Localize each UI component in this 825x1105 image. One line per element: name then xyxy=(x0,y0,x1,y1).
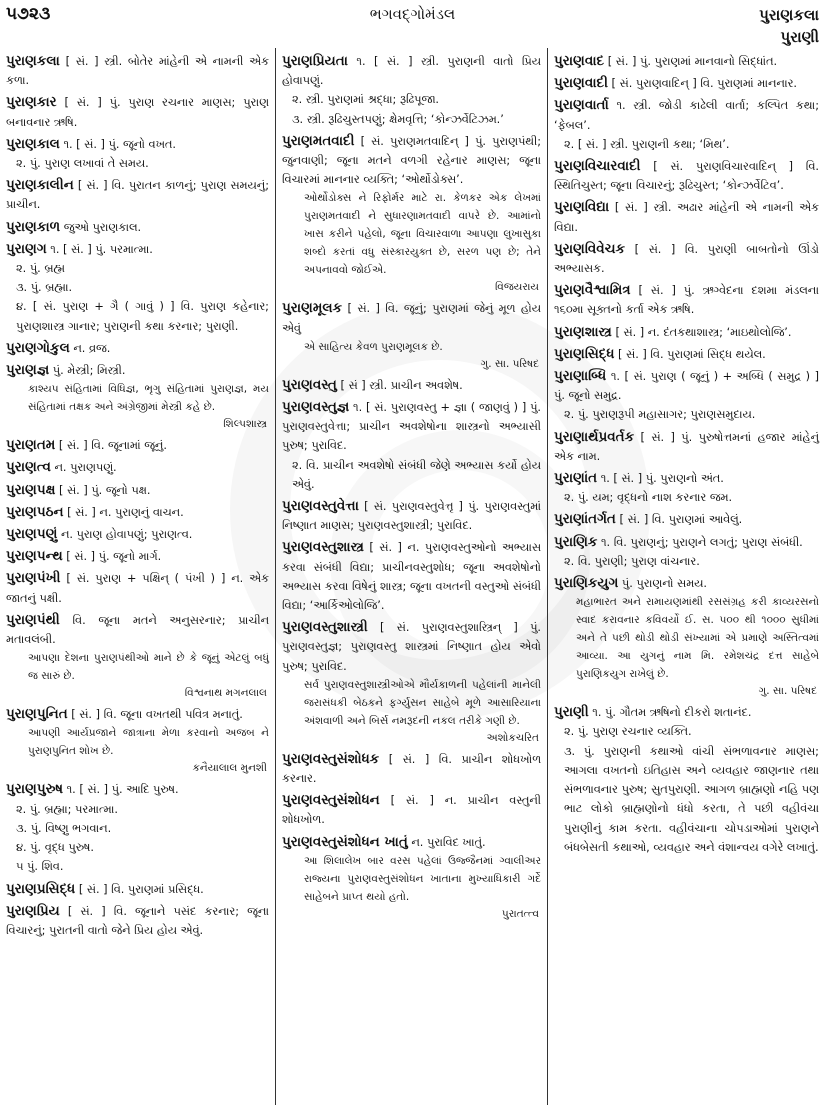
dictionary-entry xyxy=(6,880,269,899)
entry-main xyxy=(554,157,819,195)
entry-main xyxy=(6,218,269,237)
headword: પુરાણવિદ્યા xyxy=(554,199,610,216)
sense: ૨. પું. પુરાણ રચનાર વ્યક્તિ. xyxy=(564,725,692,739)
quote-source: ગુ. સા. પરિષદ xyxy=(758,685,817,698)
headword: પુરાણવૈશ્વામિત્ર xyxy=(554,282,631,299)
definition: ૧. સ્ત્રી. જોડી કાઢેલી વાર્તા; કલ્પિત કથા; ‘ફેબલ’. xyxy=(554,99,819,132)
usage-quote: ઓર્થોડોક્સ ને રિફોર્મર માટે રા. કેળકર એક લેખમાં પુરાણમતવાદી ને સુધારણામતવાદી વાપરે છે. આમાંનો ખાસ કરીને પહેલો, જૂના વિચારવાળા આપણા લુખાસુકા શબ્દો કરતાં વધુ સંસ્કારયુક્ત છે, સરળ પણ છે; તેને અપનાવવો જોઈએ. xyxy=(304,192,541,277)
entry-main xyxy=(282,376,541,395)
usage-quote: એ સાહિત્ય કેવળ પુરાણમૂલક છે. xyxy=(304,340,443,353)
sense: ૩. સ્ત્રી. રૂઢિચુસ્તપણું; ક્ષેમવૃત્તિ; ‘કોન્ઝર્વેટિઝમ.’ xyxy=(292,112,504,126)
quote-source: વિશ્વનાથ મગનલાલ xyxy=(184,687,267,700)
usage-quote: મહાભારત અને રામાયણમાંથી રસસંગ્રહ કરી કાવ્યરસનો સ્વાદ કરાવનાર કવિવર્યો ઈ. સ. ૫૦૦ થી ૧૦૦૦ સુધીમાં અને તે પછી થોડી થોડી સંખ્યામાં એ પ્રમાણે અસ્તિત્વમાં આવ્યા. આ યુગનું નામ મિ. રમેશચંદ્ર દત્ત સાહેબે પુરાણિકયુગ રાખેલું છે. xyxy=(576,596,819,681)
definition: [ સં. ] સ્ત્રી. અઢાર માંહેની એ નામની એક વિદ્યા. xyxy=(554,201,819,234)
headword: પુરાણિકયુગ xyxy=(554,575,619,592)
definition: [ સં. ] વિ. પુરાતન કાળનું; પુરાણ સમયનું; પ્રાચીન. xyxy=(6,179,270,212)
headword: પુરાણકાલીન xyxy=(6,177,74,194)
dictionary-entry xyxy=(6,569,269,607)
usage-quote: સર્વ પુરાણવસ્તુશાસ્ત્રીઓએ મૌર્યકાળની પહેલાંની માનેલી જરાસંધકી બેઠકને ફર્ગ્યુસન સાહેબે મૂળે આસારિયાના અંશવાળી અને બિર્સ નમરૂદની નકલ તરીકે ગણી છે. xyxy=(304,678,541,727)
dictionary-columns xyxy=(0,48,825,1105)
entry-main xyxy=(282,398,541,456)
entry-main xyxy=(282,132,541,190)
entry-main xyxy=(6,52,269,90)
dictionary-entry xyxy=(6,339,269,358)
definition: [ સં. પુરાણ + પક્ષિન્ ( પંખી ) ] ન. એક જાતનું પક્ષી. xyxy=(6,572,269,605)
dictionary-entry xyxy=(6,218,269,237)
entry-main xyxy=(554,469,819,488)
headword: પુરાણકલા xyxy=(6,53,60,69)
usage-quote: આપણા દેશના પુરાણપંથીઓ માને છે કે જૂનું એટલું બધું જ સારું છે. xyxy=(28,652,269,683)
definition: [ સં ] સ્ત્રી. પ્રાચીન અવશેષ. xyxy=(340,378,463,392)
dictionary-entry xyxy=(6,458,269,477)
entry-main xyxy=(6,93,269,131)
headword: પુરાણી xyxy=(554,704,589,721)
usage-quote: આપણી આર્યપ્રજાને જાત્રાના મેળા કરવાનો અજબ ને પુરાણપુનિત શોખ છે. xyxy=(28,727,269,758)
dictionary-entry xyxy=(6,547,269,566)
dictionary-entry xyxy=(6,611,269,702)
headword: પુરાણવસ્તુસંશોધક xyxy=(282,750,380,767)
dictionary-entry xyxy=(6,902,269,940)
sense: ૨. વિ. પુરાણી; પુરાણ વાંચનાર. xyxy=(564,554,700,568)
headword: પુરાણવસ્તુવેત્તા xyxy=(282,498,359,515)
dictionary-entry xyxy=(554,469,819,507)
entry-main xyxy=(6,176,269,214)
entry-main xyxy=(6,361,269,380)
definition: વિ. જૂના મતને અનુસરનાર; પ્રાચીન મતાવલંબી. xyxy=(6,613,269,647)
definition: જુઓ પુરાણકાલ. xyxy=(63,220,142,234)
entry-main xyxy=(6,240,269,259)
sense: ૨. સ્ત્રી. પુરાણમાં શ્રદ્ધા; રૂઢિપૂજા. xyxy=(292,93,440,107)
headword: પુરાણવાદ xyxy=(554,53,605,69)
dictionary-entry xyxy=(554,574,819,700)
guide-word-last: પુરાણી xyxy=(780,28,819,46)
running-title: ભગવદ્ગોમંડલ xyxy=(369,5,456,23)
definition: [ સં. ] વિ. પુરાણમાં પ્રસિદ્ધ. xyxy=(78,882,204,896)
dictionary-entry xyxy=(282,132,541,297)
definition: [ સં. ] સ્ત્રી. બોતેર માંહેની એ નામની એક કળા. xyxy=(6,55,269,88)
dictionary-entry xyxy=(6,52,269,90)
sense: ૨. પું. બ્રહ્મા; પરમાત્મા. xyxy=(16,802,119,816)
definition: [ સં. પુરાણવસ્તુશાસ્ત્રિન્ ] પું. પુરાણવસ્તુજ્ઞ; પુરાણવસ્તુ શાસ્ત્રમાં નિષ્ણાત હોય એવો પુરુષ; પુરાવિદ. xyxy=(282,621,541,673)
definition: [ સં. ] વિ. પુરાણી બાબતોનો ઊંડો અભ્યાસક. xyxy=(554,242,819,276)
dictionary-entry xyxy=(6,135,269,173)
definition: [ સં. ] વિ. પુરાણમાં આવેલું. xyxy=(619,513,743,527)
definition: પું. પુરાણનો સમય. xyxy=(621,577,708,591)
dictionary-entry xyxy=(6,176,269,214)
headword: પુરાણકાર xyxy=(6,94,57,111)
definition: [ સં. ] પું. જૂનો પક્ષ. xyxy=(58,483,151,497)
headword: પુરાણપુરુષ xyxy=(6,781,64,798)
definition: ૧. વિ. પુરાણનું; પુરાણને લગતું; પુરાણ સંબંધી. xyxy=(601,535,803,549)
quote-source: પુરાતત્ત્વ xyxy=(501,907,539,920)
entry-main xyxy=(6,503,269,522)
entry-main xyxy=(554,345,819,364)
definition: [ સં. ] ન. પુરાણનું વાચન. xyxy=(67,505,184,519)
entry-main xyxy=(282,497,541,535)
dictionary-entry xyxy=(554,240,819,278)
definition: ૧. [ સં. ] પું. પુરાણનો અંત. xyxy=(600,472,724,486)
usage-quote: કાશ્યપ સંહિતામાં વિધિજ્ઞ, ભૃગુ સંહિતામાં પુરાણજ્ઞ, મય સંહિતામાં તક્ષક અને અંગ્રેજીમાં મેસ્ત્રી કહે છે. xyxy=(28,383,269,414)
headword: પુરાણવાર્તા xyxy=(554,97,609,114)
dictionary-entry xyxy=(554,74,819,93)
definition: ૧. [ સં. પુરાણવસ્તુ + જ્ઞા ( જાણવું ) ] પું. પુરાણવસ્તુવેત્તા; પ્રાચીન અવશેષોના શાસ્ત્રનો અભ્યાસી પુરુષ; પુરાવિદ. xyxy=(282,401,541,453)
definition: ૧. પું. ગૌતમ ઋષિનો દીકરો શતાનંદ. xyxy=(592,706,752,720)
definition: [ સં. ] વિ. પુરાણમાં સિદ્ધ થયેલ. xyxy=(618,347,766,361)
headword: પુરાણપ્રસિદ્ધ xyxy=(6,880,76,897)
definition: [ સં. ] ન. પુરાણવસ્તુઓનો અભ્યાસ કરવા સંબંધી વિદ્યા; પ્રાચીનવસ્તુશોધ; જૂના અવશેષોનો અભ્યાસ કરવા વિષેનું શાસ્ત્ર; જૂના વખતની વસ્તુઓ સંબંધી વિદ્યા; ‘આર્કિઓલોજિ’. xyxy=(282,541,542,613)
definition: ૧. [ સં. ] પું. પરમાત્મા. xyxy=(50,242,153,256)
column-middle xyxy=(276,48,548,1105)
entry-main xyxy=(554,74,819,93)
headword: પુરાણમૂલક xyxy=(282,300,343,317)
entry-main xyxy=(554,574,819,593)
entry-main xyxy=(554,281,819,319)
headword: પુરાણપંખી xyxy=(6,570,61,587)
definition: [ સં. પુરાણમતવાદિન્ ] પું. પુરાણપંથી; જુનવાણી; જૂના મતને વળગી રહેનાર માણસ; જૂના વિચારમાં માનનાર વ્યક્તિ; ‘ઓર્થોડોક્સ’. xyxy=(282,134,541,187)
entry-main xyxy=(282,618,541,676)
headword: પુરાણિક xyxy=(554,533,598,550)
dictionary-entry xyxy=(282,538,541,615)
definition: [ સં. ] વિ. જૂનામાં જૂનું. xyxy=(58,439,167,453)
headword: પુરાણપક્ષ xyxy=(6,481,56,498)
entry-main xyxy=(6,902,269,940)
headword: પુરાણવસ્તુજ્ઞ xyxy=(282,399,350,416)
entry-main xyxy=(6,525,269,544)
dictionary-entry xyxy=(554,157,819,195)
dictionary-entry xyxy=(282,833,541,923)
definition: [ સં. ] વિ. જૂનું; પુરાણમાં જેનું મૂળ હોય એવું xyxy=(282,302,541,335)
entry-main xyxy=(6,135,269,154)
dictionary-entry xyxy=(554,52,819,71)
dictionary-entry xyxy=(554,96,819,154)
headword: પુરાણાબ્ધિ xyxy=(554,368,607,385)
definition: ન. પુરાણપણું. xyxy=(54,461,117,475)
dictionary-entry xyxy=(554,428,819,466)
column-left xyxy=(0,48,276,1105)
headword: પુરાણાંત xyxy=(554,470,598,487)
headword: પુરાણશાસ્ત્ર xyxy=(554,323,612,340)
guide-word-first: પુરાણકલા xyxy=(759,6,819,24)
sense: ૨. [ સં. ] સ્ત્રી. પુરાણની કથા; ‘મિથ’. xyxy=(564,137,730,151)
headword: પુરાણત્વ xyxy=(6,459,51,476)
definition: [ સં. ] ન. દંતકથાશાસ્ત્ર; ‘માઇથોલોજિ’. xyxy=(615,325,792,339)
headword: પુરાણપઠન xyxy=(6,503,64,520)
entry-main xyxy=(554,510,819,529)
dictionary-entry xyxy=(554,281,819,319)
definition: ૧. [ સં. ] સ્ત્રી. પુરાણની વાતો પ્રિય હોવાપણું. xyxy=(282,55,541,88)
headword: પુરાણપુનિત xyxy=(6,706,68,723)
definition: પું. મેસ્ત્રી; મિસ્ત્રી. xyxy=(52,364,126,378)
quote-source: કનૈયાલાલ મુનશી xyxy=(192,762,267,775)
sense: ૫ પું. શિવ. xyxy=(16,860,64,874)
sense: ૩. પું. બ્રહ્મા. xyxy=(16,281,73,295)
headword: પુરાણાર્થપ્રવર્તક xyxy=(554,428,635,445)
dictionary-entry xyxy=(6,240,269,336)
headword: પુરાણવસ્તુ xyxy=(282,376,337,393)
dictionary-entry xyxy=(554,345,819,364)
dictionary-entry xyxy=(6,705,269,777)
entry-main xyxy=(554,428,819,466)
entry-main xyxy=(554,703,819,722)
definition: [ સં. ] ન. પ્રાચીન વસ્તુની શોધખોળ. xyxy=(282,794,541,827)
headword: પુરાણગોકુલ xyxy=(6,339,70,356)
definition: [ સં. ] પું. પુરાણ રચનાર માણસ; પુરાણ બનાવનાર ઋષિ. xyxy=(6,96,269,129)
headword: પુરાણપ્રિયતા xyxy=(282,53,348,69)
definition: ન. વ્રજ. xyxy=(73,341,111,355)
headword: પુરાણવસ્તુશાસ્ત્ર xyxy=(282,539,364,556)
entry-main xyxy=(6,339,269,358)
dictionary-entry xyxy=(554,533,819,571)
page-number: ૫૭૨૩ xyxy=(6,4,51,24)
headword: પુરાણસિદ્ધ xyxy=(554,345,615,362)
quote-source: ગુ. સા. પરિષદ xyxy=(480,357,539,370)
dictionary-entry xyxy=(6,503,269,522)
definition: [ સં. ] પું. ઋગ્વેદના દશમા મંડલના ૧૬૦મા સૂક્તનો કર્તા એક ઋષિ. xyxy=(554,284,819,317)
dictionary-entry xyxy=(554,198,819,236)
entry-main xyxy=(282,538,541,615)
dictionary-entry xyxy=(554,510,819,529)
sense: ૪. [ સં. પુરાણ + ગૈ ( ગાવું ) ] વિ. પુરાણ કહેનાર; પુરાણશાસ્ત્ર ગાનાર; પુરાણની કથા કરનાર; પુરાણી. xyxy=(16,300,269,333)
dictionary-entry xyxy=(282,376,541,395)
dictionary-entry xyxy=(282,618,541,747)
definition: [ સં. ] પું. પુરાણમાં માનવાનો સિદ્ધાંત. xyxy=(607,55,778,68)
definition: ૧. [ સં. ] પું. જૂનો વખત. xyxy=(63,137,176,151)
column-right xyxy=(548,48,825,1105)
dictionary-entry xyxy=(6,780,269,876)
entry-main xyxy=(6,611,269,649)
dictionary-entry xyxy=(554,367,819,425)
page-header xyxy=(0,0,825,48)
headword: પુરાણકાળ xyxy=(6,218,61,235)
sense: ૨. વિ. પ્રાચીન અવશેષો સંબંધી જેણે અભ્યાસ કર્યો હોય એવું. xyxy=(292,458,541,491)
headword: પુરાણગ xyxy=(6,240,47,257)
headword: પુરાણવિવેચક xyxy=(554,240,626,257)
entry-main xyxy=(282,750,541,788)
definition: [ સં. ] પું. જૂનો માર્ગ. xyxy=(66,550,162,564)
entry-main xyxy=(6,481,269,500)
definition: [ સં. ] વિ. પ્રાચીન શોધખોળ કરનાર. xyxy=(282,752,542,786)
dictionary-entry xyxy=(282,750,541,788)
definition: [ સં. ] પું. પુરુષોત્તમનાં હજાર માંહેનું એક નામ. xyxy=(554,430,819,463)
quote-source: શિલ્પશાસ્ત્ર xyxy=(223,418,267,431)
dictionary-entry xyxy=(6,481,269,500)
quote-source: અશોકચરિત xyxy=(486,731,539,744)
entry-main xyxy=(554,323,819,342)
headword: પુરાણવાદી xyxy=(554,75,608,92)
entry-main xyxy=(554,533,819,552)
definition: [ સં. પુરાણવાદિન્ ] વિ. પુરાણમાં માનનાર. xyxy=(611,77,798,91)
sense: ૩. પું. વિષ્ણુ ભગવાન. xyxy=(16,821,112,835)
dictionary-entry xyxy=(6,525,269,544)
sense: ૩. પું. પુરાણની કથાઓ વાંચી સંભળાવનાર માણસ; આગલા વખતનો ઇતિહાસ અને વ્યવહાર જાણનાર તથા સંભળાવનાર પુરુષ; સુતપુરાણી. આગળ બ્રાહ્મણો નહિ પણ ભાટ લોકો બ્રાહ્મણોનો ધંધો કરતા, તે પછી વહીવંચા પુરાણીનું કામ કરતા. વહીવંચાના ચોપડાઓમાં પુરાણને બંધબેસતી કથાઓ, વ્યવહાર અને વંશાન્વય વગેરે લખાતું. xyxy=(564,744,819,854)
definition: [ સં. પુરાણવસ્તુવેત્તૃ ] પું. પુરાણવસ્તુમાં નિષ્ણાત માણસ; પુરાણવસ્તુશાસ્ત્રી; પુરાવિદ. xyxy=(282,500,541,533)
dictionary-entry xyxy=(282,497,541,535)
headword: પુરાણવસ્તુશાસ્ત્રી xyxy=(282,619,368,636)
entry-main xyxy=(554,198,819,236)
headword: પુરાણવસ્તુસંશોધન ખાતું xyxy=(282,833,408,850)
definition: ૧. [ સં. પુરાણ ( જૂનું ) + અબ્ધિ ( સમુદ્ર ) ] પું. જૂનો સમુદ્ર. xyxy=(554,370,819,403)
entry-main xyxy=(554,367,819,405)
entry-main xyxy=(6,880,269,899)
headword: પુરાણવિચારવાદી xyxy=(554,158,641,175)
entry-main xyxy=(6,705,269,724)
dictionary-entry xyxy=(554,703,819,857)
sense: ૨. પું. બ્રહ્મ xyxy=(16,262,65,276)
entry-main xyxy=(282,833,541,852)
dictionary-entry xyxy=(282,52,541,129)
entry-main xyxy=(6,547,269,566)
entry-main xyxy=(6,458,269,477)
guide-words xyxy=(759,4,819,48)
entry-main xyxy=(6,436,269,455)
entry-main xyxy=(554,96,819,134)
headword: પુરાણપણું xyxy=(6,526,58,543)
definition: ૧. [ સં. ] પું. આદિ પુરુષ. xyxy=(66,783,179,797)
headword: પુરાણતમ xyxy=(6,437,56,454)
headword: પુરાણમતવાદી xyxy=(282,132,355,149)
dictionary-entry xyxy=(6,436,269,455)
definition: [ સં. પુરાણવિચારવાદિન્ ] વિ. સ્થિતિચુસ્ત; જૂના વિચારનું; રૂઢિચુસ્ત; ‘કોન્ઝર્વેટિવ’. xyxy=(554,160,819,193)
headword: પુરાણપન્થ xyxy=(6,548,63,565)
sense: ૨. પું. પુરાણરૂપી મહાસાગર; પુરાણસમુદાય. xyxy=(564,408,756,422)
definition: [ સં. ] વિ. જૂના વખતથી પવિત્ર મનાતું. xyxy=(71,708,243,722)
entry-main xyxy=(282,52,541,90)
definition: ન. પુરાવિદ ખાતું. xyxy=(411,835,486,849)
headword: પુરાણપ્રિય xyxy=(6,902,60,919)
dictionary-entry xyxy=(6,361,269,433)
entry-main xyxy=(6,780,269,799)
headword: પુરાણવસ્તુસંશોધન xyxy=(282,792,380,809)
entry-main xyxy=(282,791,541,829)
sense: ૨. પું. યમ; વૃદ્ધનો નાશ કરનાર જમ. xyxy=(564,491,733,505)
dictionary-entry xyxy=(6,93,269,131)
headword: પુરાણાંતર્ગત xyxy=(554,511,616,528)
definition: ન. પુરાણ હોવાપણું; પુરાણત્વ. xyxy=(60,528,193,542)
quote-source: વિજયરાય xyxy=(494,281,539,294)
dictionary-entry xyxy=(282,791,541,829)
sense: ૪. પું. વૃદ્ધ પુરુષ. xyxy=(16,841,94,855)
entry-main xyxy=(6,569,269,607)
entry-main xyxy=(554,52,819,71)
usage-quote: આ શિલાલેખ બાર વરસ પહેલાં ઉજ્જૈનમાં ગ્વાલીઅર રાજ્યના પુરાણવસ્તુસંશોધન ખાતાના મુખ્યાધિકારી ગર્દે સાહેબને પ્રાપ્ત થયો હતો. xyxy=(304,854,541,903)
entry-main xyxy=(282,299,541,337)
headword: પુરાણજ્ઞ xyxy=(6,362,50,379)
entry-main xyxy=(554,240,819,278)
dictionary-entry xyxy=(282,299,541,372)
headword: પુરાણપંથી xyxy=(6,611,60,628)
definition: [ સં. ] વિ. જૂનાને પસંદ કરનાર; જૂના વિચારનું; પુરાતની વાતો જેને પ્રિય હોય એવું. xyxy=(6,904,269,937)
headword: પુરાણકાલ xyxy=(6,135,60,152)
dictionary-entry xyxy=(282,398,541,494)
sense: ૨. પું. પુરાણ લખાવાં તે સમય. xyxy=(16,157,149,171)
dictionary-entry xyxy=(554,323,819,342)
